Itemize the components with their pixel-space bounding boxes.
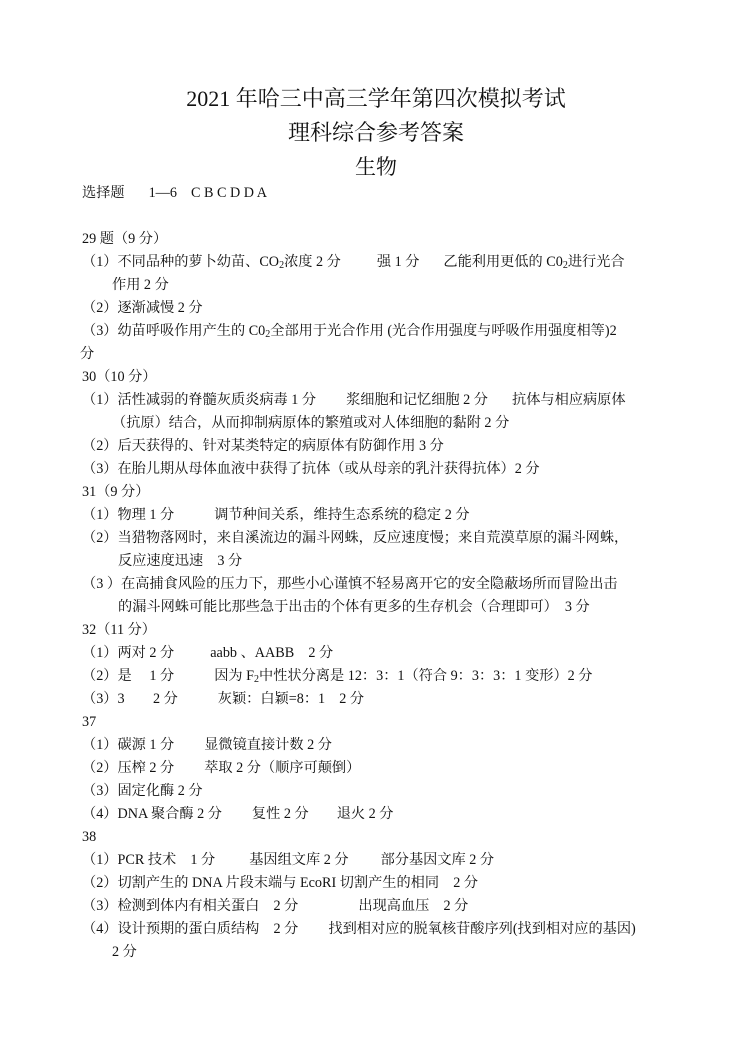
- q38-answer-3: （3）检测到体内有相关蛋白 2 分 出现高血压 2 分: [82, 898, 469, 914]
- q31-answer-2-cont: 反应速度迅速 3 分: [118, 553, 243, 569]
- q31-answer-3: （3 ）在高捕食风险的压力下，那些小心谨慎不轻易离开它的安全隐蔽场所而冒险出击: [82, 576, 618, 592]
- q32-answer-2: （2）是 1 分 因为 $F_2$中性状分离是 12：3：1（符合 9：3：3：1 变形）2 分: [82, 668, 593, 685]
- q30-answer-2: （2）后天获得的、针对某类特定的病原体有防御作用 3 分: [82, 438, 444, 454]
- q38-heading: 38: [82, 829, 97, 845]
- q32-answer-1: （1）两对 2 分 aabb 、AABB 2 分: [82, 645, 334, 661]
- q29-answer-3: （3）幼苗呼吸作用产生的 $C0_2$全部用于光合作用 (光合作用强度与呼吸作用强度相等)2: [82, 323, 617, 340]
- q38-answer-2: （2）切割产生的 DNA 片段末端与 EcoRI 切割产生的相同 2 分: [82, 875, 479, 891]
- q29-heading: 29 题（9 分）: [82, 231, 168, 247]
- header: [0, 82, 752, 184]
- q38-answer-1: （1）PCR 技术 1 分 基因组文库 2 分 部分基因文库 2 分: [82, 852, 495, 868]
- q38-answer-4: （4）设计预期的蛋白质结构 2 分 找到相对应的脱氧核苷酸序列(找到相对应的基因): [82, 921, 636, 937]
- q38-answer-4-cont: 2 分: [112, 944, 137, 960]
- q31-answer-1: （1）物理 1 分 调节种间关系，维持生态系统的稳定 2 分: [82, 507, 470, 523]
- q32-heading: 32（11 分）: [82, 622, 156, 638]
- q30-answer-1: （1）活性减弱的脊髓灰质炎病毒 1 分 浆细胞和记忆细胞 2 分 抗体与相应病原体: [82, 392, 626, 408]
- q30-heading: 30（10 分）: [82, 369, 157, 385]
- mc-answer-list: C B C D D A: [190, 185, 268, 201]
- q37-answer-4: （4）DNA 聚合酶 2 分 复性 2 分 退火 2 分: [82, 806, 394, 822]
- mc-answers: [82, 182, 682, 205]
- q29-answer-2: （2）逐渐减慢 2 分: [82, 300, 203, 316]
- q30-answer-1-cont: （抗原）结合，从而抑制病原体的繁殖或对人体细胞的黏附 2 分: [112, 415, 510, 431]
- mc-label: 选择题: [82, 185, 125, 201]
- q31-answer-2: （2）当猎物落网时，来自溪流边的漏斗网蛛，反应速度慢；来自荒漠草原的漏斗网蛛，: [82, 530, 629, 546]
- q31-heading: 31（9 分）: [82, 484, 150, 500]
- subject-title: 生物: [355, 155, 397, 179]
- answer-body: [82, 182, 682, 964]
- page-subtitle: 理科综合参考答案: [287, 120, 464, 145]
- q30-answer-3: （3）在胎儿期从母体血液中获得了抗体（或从母亲的乳汁获得抗体）2 分: [82, 461, 540, 477]
- q37-answer-1: （1）碳源 1 分 显微镜直接计数 2 分: [82, 737, 332, 753]
- q31-answer-3-cont: 的漏斗网蛛可能比那些急于出击的个体有更多的生存机会（合理即可） 3 分: [118, 599, 590, 615]
- q32-answer-3: （3）3 2 分 灰颖：白颖=8：1 2 分: [82, 691, 365, 707]
- q29-answer-3-cont: 分: [80, 346, 95, 362]
- q37-answer-2: （2）压榨 2 分 萃取 2 分（顺序可颠倒）: [82, 760, 361, 776]
- q37-answer-3: （3）固定化酶 2 分: [82, 783, 203, 799]
- q29-answer-1-cont: 作用 2 分: [112, 277, 169, 293]
- page-title: 2021 年哈三中高三学年第四次模拟考试: [186, 86, 566, 111]
- mc-range: 1—6: [148, 185, 177, 201]
- q37-heading: 37: [82, 714, 97, 730]
- q29-answer-1: （1）不同品种的萝卜幼苗、$CO_2$浓度 2 分 强 1 分 乙能利用更低的 $C0_2$进行光合: [82, 254, 625, 271]
